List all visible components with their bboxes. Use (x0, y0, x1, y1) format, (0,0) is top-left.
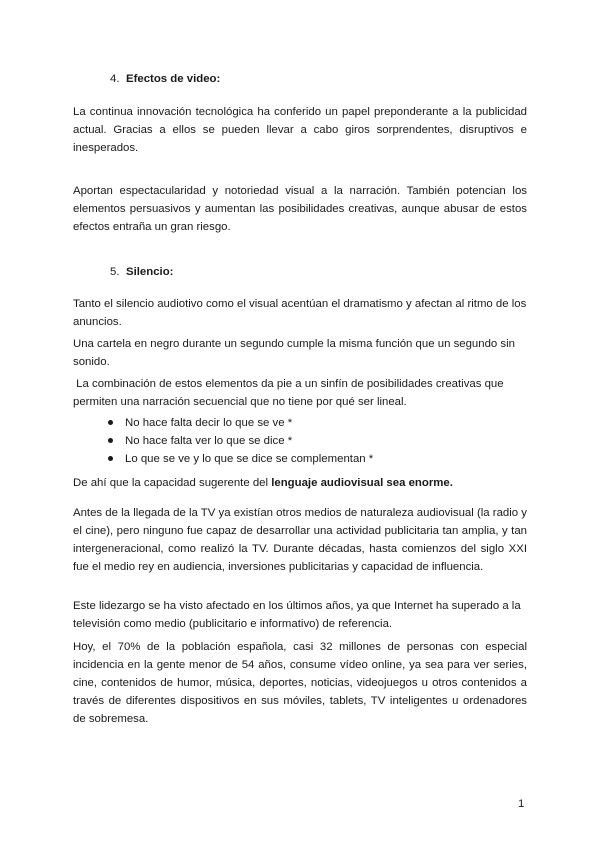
section-5-heading (110, 263, 173, 281)
section-4-heading (110, 70, 220, 88)
section-4-paragraph-2: Aportan espectacularidad y notoriedad visual a la narración. También potencian los elementos persuasivos y aumentan las posibilidades creativas, aunque abusar de estos efectos entraña un gran riesgo. (73, 185, 527, 233)
capacity-prefix: De ahí que la capacidad sugerente del (73, 477, 272, 489)
list-item-text: No hace falta decir lo que se ve * (125, 417, 293, 429)
section-5-title: Silencio: (126, 266, 174, 278)
bullet-icon (108, 420, 113, 425)
internet-paragraph: Este lidezargo se ha visto afectado en los últimos años, ya que Internet ha superado a la televisión como medio (publicitario e informativo) de referencia. (73, 600, 521, 630)
bullet-icon (108, 438, 113, 443)
list-item (108, 450, 373, 468)
list-item-text: No hace falta ver lo que se dice * (125, 435, 293, 447)
section-4-paragraph-1: La continua innovación tecnológica ha conferido un papel preponderante a la publicidad actual. Gracias a ellos se pueden llevar a cabo giros sorprendentes, disruptivos e inesperados. (73, 106, 527, 154)
section-5-number: 5. (110, 266, 120, 278)
section-5-paragraph-2: Una cartela en negro durante un segundo cumple la misma función que un segundo sin sonido. (73, 338, 515, 368)
page-number: 1 (518, 798, 525, 810)
capacity-sentence (73, 474, 527, 492)
section-4-number: 4. (110, 73, 120, 85)
list-item-text: Lo que se ve y lo que se dice se complementan * (125, 453, 374, 465)
tv-paragraph: Antes de la llegada de la TV ya existían otros medios de naturaleza audiovisual (la radio y el cine), pero ninguno fue capaz de desarrollar una actividad publicitaria tan amplia, y tan intergeneracional, como realizó la TV. Durante décadas, hasta comienzos del siglo XXI fue el medio rey en audiencia, inversiones publicitarias y capacidad de influencia. (73, 507, 527, 573)
bullet-icon (108, 456, 113, 461)
stats-paragraph: Hoy, el 70% de la población española, casi 32 millones de personas con especial incidencia en la gente menor de 54 años, consume vídeo online, ya sea para ver series, cine, contenidos de humor, música, deportes, noticias, videojuegos u otros contenidos a través de diferentes dispositivos en sus móviles, tablets, TV inteligentes u ordenadores de sobremesa. (73, 641, 527, 725)
section-5-paragraph-1: Tanto el silencio audiotivo como el visual acentúan el dramatismo y afectan al ritmo de los anuncios. (73, 298, 527, 328)
list-item (108, 414, 373, 432)
list-item (108, 432, 373, 450)
bullet-list (108, 414, 373, 468)
section-5-paragraph-3: La combinación de estos elementos da pie a un sinfín de posibilidades creativas que permiten una narración secuencial que no tiene por qué ser lineal. (73, 378, 507, 408)
section-4-title: Efectos de video: (126, 73, 221, 85)
capacity-emphasis: lenguaje audiovisual sea enorme. (271, 477, 453, 489)
